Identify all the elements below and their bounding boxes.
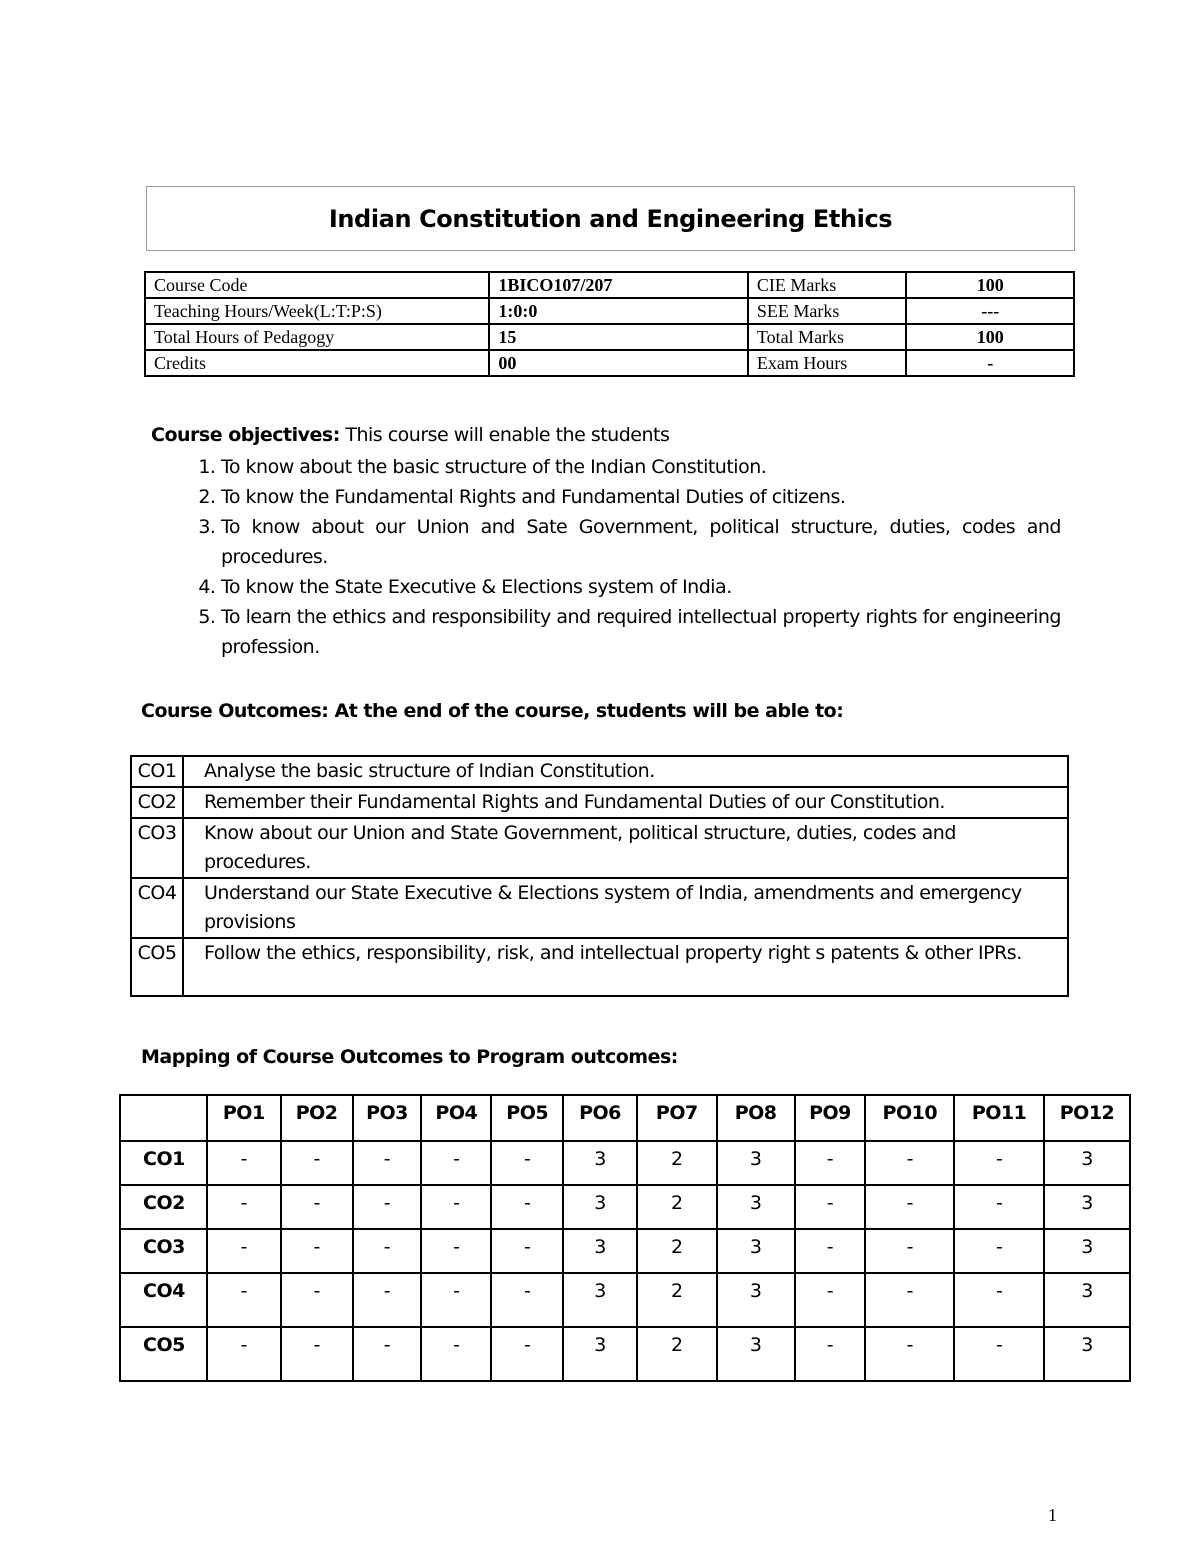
mapping-cell: - <box>207 1141 281 1185</box>
mapping-cell: - <box>281 1185 353 1229</box>
info-row <box>145 272 1074 298</box>
course-info-table <box>144 271 1075 377</box>
mapping-cell: - <box>954 1141 1044 1185</box>
mapping-cell: 3 <box>1044 1229 1130 1273</box>
objective-item: 5. To learn the ethics and responsibility and required intellectual property rights for engineering profession. <box>221 602 1061 662</box>
mapping-column-header: PO6 <box>563 1095 637 1141</box>
mapping-column-header: PO2 <box>281 1095 353 1141</box>
info-row <box>145 298 1074 324</box>
mapping-cell: - <box>353 1273 422 1327</box>
mapping-row <box>120 1141 1130 1185</box>
info-label: Course Code <box>145 272 489 298</box>
mapping-cell: 3 <box>717 1141 795 1185</box>
outcome-row <box>131 878 1068 938</box>
mapping-cell: 3 <box>1044 1273 1130 1327</box>
mapping-cell: - <box>954 1229 1044 1273</box>
outcome-row <box>131 818 1068 878</box>
info-label: Credits <box>145 350 489 376</box>
mapping-cell: - <box>795 1185 866 1229</box>
mapping-cell: 3 <box>717 1185 795 1229</box>
mapping-cell: - <box>281 1229 353 1273</box>
mapping-cell: - <box>491 1185 563 1229</box>
marks-label: CIE Marks <box>748 272 907 298</box>
mapping-cell: - <box>491 1229 563 1273</box>
mapping-column-header: PO9 <box>795 1095 866 1141</box>
mapping-cell: - <box>421 1327 491 1381</box>
mapping-row-header: CO4 <box>120 1273 207 1327</box>
mapping-row-header: CO1 <box>120 1141 207 1185</box>
co-po-mapping-table <box>119 1094 1131 1382</box>
mapping-cell: 3 <box>563 1229 637 1273</box>
mapping-cell: - <box>865 1327 954 1381</box>
marks-value: 100 <box>906 324 1074 350</box>
mapping-column-header: PO5 <box>491 1095 563 1141</box>
marks-value: - <box>906 350 1074 376</box>
mapping-column-header: PO4 <box>421 1095 491 1141</box>
mapping-cell: - <box>421 1141 491 1185</box>
mapping-cell: - <box>865 1229 954 1273</box>
mapping-cell: - <box>865 1273 954 1327</box>
mapping-column-header: PO7 <box>637 1095 717 1141</box>
mapping-cell: - <box>353 1141 422 1185</box>
outcome-id: CO2 <box>131 787 183 818</box>
mapping-cell: - <box>207 1327 281 1381</box>
page-number: 1 <box>1048 1505 1057 1525</box>
mapping-cell: 3 <box>717 1327 795 1381</box>
mapping-heading: Mapping of Course Outcomes to Program outcomes: <box>141 1046 678 1068</box>
marks-value: --- <box>906 298 1074 324</box>
mapping-row <box>120 1327 1130 1381</box>
mapping-cell: 2 <box>637 1229 717 1273</box>
outcome-text: Follow the ethics, responsibility, risk, and intellectual property right s patents & other IPRs. <box>183 938 1068 996</box>
mapping-header-row <box>120 1095 1130 1141</box>
mapping-cell: - <box>795 1327 866 1381</box>
marks-label: Exam Hours <box>748 350 907 376</box>
course-objectives <box>151 420 1061 662</box>
outcome-text: Analyse the basic structure of Indian Constitution. <box>183 756 1068 787</box>
info-value: 1BICO107/207 <box>489 272 748 298</box>
mapping-column-header: PO8 <box>717 1095 795 1141</box>
info-value: 1:0:0 <box>489 298 748 324</box>
mapping-column-header: PO3 <box>353 1095 422 1141</box>
mapping-column-header <box>120 1095 207 1141</box>
mapping-column-header: PO12 <box>1044 1095 1130 1141</box>
mapping-cell: 3 <box>1044 1185 1130 1229</box>
mapping-cell: 3 <box>563 1273 637 1327</box>
outcome-id: CO3 <box>131 818 183 878</box>
mapping-column-header: PO1 <box>207 1095 281 1141</box>
outcome-id: CO4 <box>131 878 183 938</box>
marks-label: SEE Marks <box>748 298 907 324</box>
mapping-cell: - <box>353 1185 422 1229</box>
outcome-id: CO5 <box>131 938 183 996</box>
mapping-row <box>120 1185 1130 1229</box>
info-value: 15 <box>489 324 748 350</box>
marks-label: Total Marks <box>748 324 907 350</box>
mapping-row <box>120 1273 1130 1327</box>
mapping-cell: 3 <box>563 1141 637 1185</box>
info-value: 00 <box>489 350 748 376</box>
objectives-intro: This course will enable the students <box>339 424 670 446</box>
mapping-cell: - <box>795 1141 866 1185</box>
mapping-cell: 3 <box>717 1229 795 1273</box>
course-outcomes-table <box>130 755 1069 997</box>
objective-item: 4. To know the State Executive & Elections system of India. <box>221 572 1061 602</box>
mapping-cell: - <box>207 1185 281 1229</box>
mapping-cell: - <box>281 1141 353 1185</box>
mapping-cell: - <box>207 1273 281 1327</box>
mapping-cell: - <box>491 1327 563 1381</box>
mapping-column-header: PO11 <box>954 1095 1044 1141</box>
info-row <box>145 350 1074 376</box>
mapping-cell: 3 <box>563 1327 637 1381</box>
mapping-cell: - <box>421 1229 491 1273</box>
mapping-cell: - <box>281 1327 353 1381</box>
mapping-column-header: PO10 <box>865 1095 954 1141</box>
outcome-text: Know about our Union and State Government, political structure, duties, codes and procedures. <box>183 818 1068 878</box>
mapping-cell: 2 <box>637 1141 717 1185</box>
mapping-row-header: CO5 <box>120 1327 207 1381</box>
mapping-row-header: CO2 <box>120 1185 207 1229</box>
mapping-cell: 3 <box>717 1273 795 1327</box>
mapping-cell: 3 <box>1044 1327 1130 1381</box>
mapping-cell: - <box>491 1273 563 1327</box>
objective-item: 2. To know the Fundamental Rights and Fundamental Duties of citizens. <box>221 482 1061 512</box>
mapping-cell: - <box>954 1185 1044 1229</box>
objectives-heading: Course objectives: <box>151 424 340 446</box>
outcome-row <box>131 756 1068 787</box>
outcome-row <box>131 787 1068 818</box>
mapping-cell: - <box>421 1273 491 1327</box>
marks-value: 100 <box>906 272 1074 298</box>
mapping-cell: 2 <box>637 1185 717 1229</box>
course-title: Indian Constitution and Engineering Ethics <box>146 186 1075 251</box>
mapping-cell: - <box>281 1273 353 1327</box>
mapping-cell: - <box>865 1141 954 1185</box>
mapping-cell: 2 <box>637 1273 717 1327</box>
outcome-row <box>131 938 1068 996</box>
info-row <box>145 324 1074 350</box>
mapping-cell: 3 <box>563 1185 637 1229</box>
mapping-cell: - <box>207 1229 281 1273</box>
objective-item: 3. To know about our Union and Sate Government, political structure, duties, codes and procedures. <box>221 512 1061 572</box>
mapping-cell: - <box>353 1327 422 1381</box>
info-label: Total Hours of Pedagogy <box>145 324 489 350</box>
mapping-cell: 2 <box>637 1327 717 1381</box>
outcome-text: Remember their Fundamental Rights and Fundamental Duties of our Constitution. <box>183 787 1068 818</box>
outcome-text: Understand our State Executive & Elections system of India, amendments and emergency provisions <box>183 878 1068 938</box>
mapping-row <box>120 1229 1130 1273</box>
outcome-id: CO1 <box>131 756 183 787</box>
mapping-cell: - <box>954 1327 1044 1381</box>
mapping-cell: - <box>421 1185 491 1229</box>
mapping-cell: - <box>353 1229 422 1273</box>
objectives-list <box>151 452 1061 662</box>
mapping-cell: - <box>795 1273 866 1327</box>
mapping-cell: - <box>795 1229 866 1273</box>
mapping-row-header: CO3 <box>120 1229 207 1273</box>
info-label: Teaching Hours/Week(L:T:P:S) <box>145 298 489 324</box>
mapping-cell: - <box>865 1185 954 1229</box>
mapping-cell: 3 <box>1044 1141 1130 1185</box>
mapping-cell: - <box>954 1273 1044 1327</box>
objective-item: 1. To know about the basic structure of the Indian Constitution. <box>221 452 1061 482</box>
mapping-cell: - <box>491 1141 563 1185</box>
outcomes-heading: Course Outcomes: At the end of the course, students will be able to: <box>141 700 844 722</box>
